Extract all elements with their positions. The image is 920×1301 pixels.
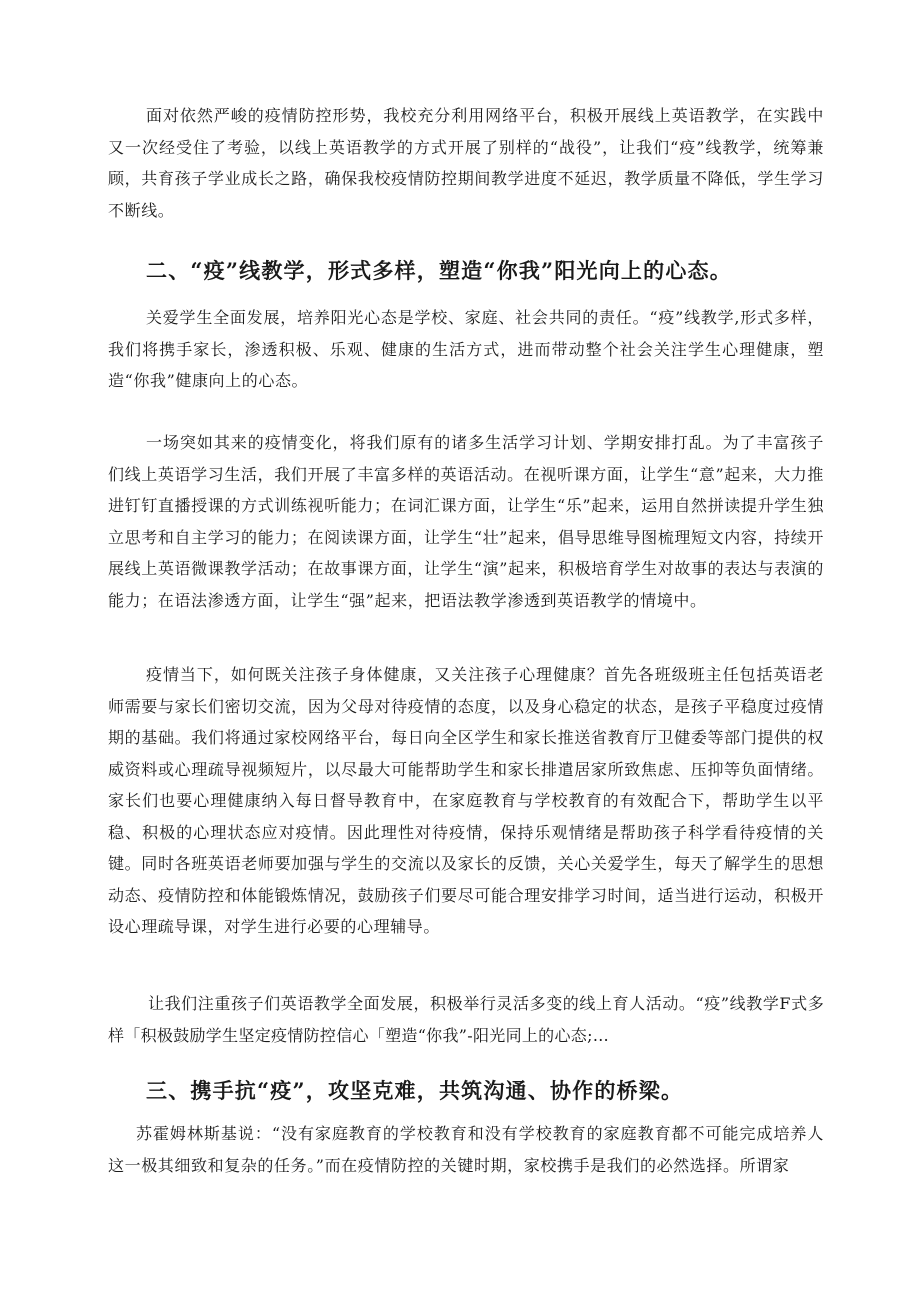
paragraph-summary: 让我们注重孩子们英语教学全面发展，积极举行灵活多变的线上育人活动。“疫”线教学F式多样「积极鼓励学生坚定疫情防控信心「塑造“你我”-阳光同上的心态;…: [108, 994, 824, 1045]
paragraph-mental-health: 疫情当下，如何既关注孩子身体健康，又关注孩子心理健康？首先各班级班主任包括英语老师需要与家长们密切交流，因为父母对待疫情的态度，以及身心稳定的状态，是孩子平稳度过疫情期的基础。我们将通过家校网络平台，每日向全区学生和家长推送省教育厅卫健委等部门提供的权威资料或心理疏导视频短片，以尽最大可能帮助学生和家长排遣居家所致焦虑、压抑等负面情绪。家长们也要心理健康纳入每日督导教育中，在家庭教育与学校教育的有效配合下，帮助学生以平稳、积极的心理状态应对疫情。因此理性对待疫情，保持乐观情绪是帮助孩子科学看待疫情的关键。同时各班英语老师要加强与学生的交流以及家长的反馈，关心关爱学生，每天了解学生的思想动态、疫情防控和体能锻炼情况，鼓励孩子们要尽可能合理安排学习时间，适当进行运动，积极开设心理疏导课，对学生进行必要的心理辅导。: [108, 665, 824, 936]
paragraph-home-school: 苏霍姆林斯基说：“没有家庭教育的学校教育和没有学校教育的家庭教育都不可能完成培养人这一极其细致和复杂的任务。”而在疫情防控的关键时期，家校携手是我们的必然选择。所谓家: [108, 1124, 824, 1175]
paragraph-intro: 面对依然严峻的疫情防控形势，我校充分利用网络平台，积极开展线上英语教学，在实践中又一次经受住了考验，以线上英语教学的方式开展了别样的“战役”，让我们“疫”线教学，统筹兼顾，共育孩子学业成长之路，确保我校疫情防控期间教学进度不延迟，教学质量不降低，学生学习不断线。: [108, 106, 824, 220]
section-heading-2: 二、“疫”线教学，形式多样，塑造“你我”阳光向上的心态。: [146, 258, 732, 283]
paragraph-activities: 一场突如其来的疫情变化，将我们原有的诸多生活学习计划、学期安排打乱。为了丰富孩子们线上英语学习生活，我们开展了丰富多样的英语活动。在视听课方面，让学生“意”起来，大力推进钉钉直播授课的方式训练视听能力；在词汇课方面，让学生“乐”起来，运用自然拼读提升学生独立思考和自主学习的能力；在阅读课方面，让学生“壮”起来，倡导思维导图梳理短文内容，持续开展线上英语微课教学活动；在故事课方面，让学生“演”起来，积极培育学生对故事的表达与表演的能力；在语法渗透方面，让学生“强”起来，把语法教学渗透到英语教学的情境中。: [108, 433, 824, 610]
paragraph-care-students: 关爱学生全面发展，培养阳光心态是学校、家庭、社会共同的责任。“疫”线教学,形式多样，我们将携手家长，渗透积极、乐观、健康的生活方式，进而带动整个社会关注学生心理健康，塑造“你我”健康向上的心态。: [108, 308, 824, 390]
section-heading-3: 三、携手抗“疫”，攻坚克难，共筑沟通、协作的桥梁。: [146, 1078, 684, 1103]
